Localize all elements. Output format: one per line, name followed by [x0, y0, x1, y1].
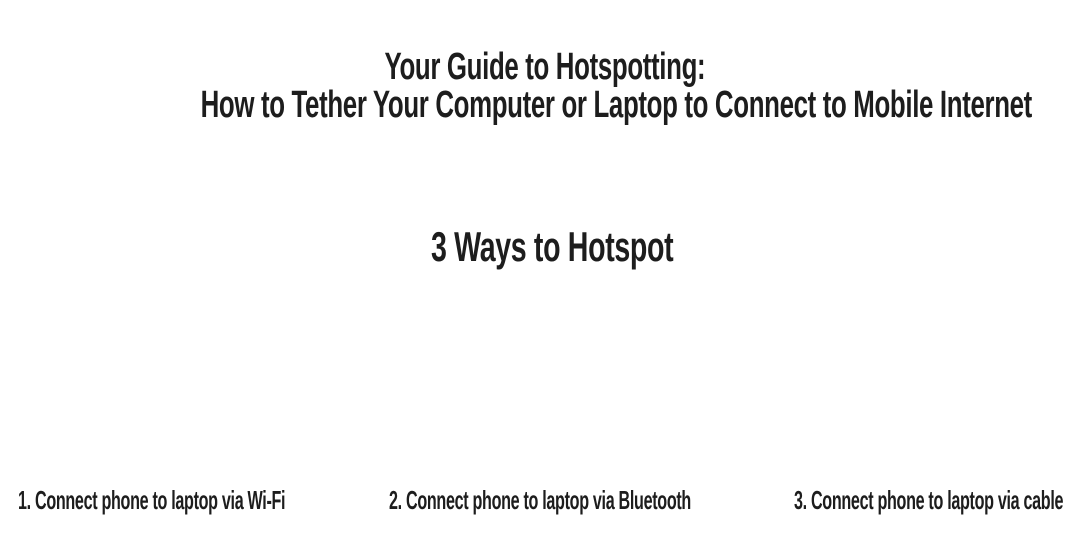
method-caption-bluetooth: 2. Connect phone to laptop via Bluetooth [389, 485, 691, 515]
method-caption-wifi: 1. Connect phone to laptop via Wi-Fi [18, 485, 286, 515]
section-heading-text: 3 Ways to Hotspot [430, 223, 674, 270]
page-title [5, 48, 1080, 124]
method-caption-cable: 3. Connect phone to laptop via cable [793, 485, 1063, 515]
page-title-line1: Your Guide to Hotspotting: [384, 46, 706, 88]
page-title-line2: How to Tether Your Computer or Laptop to Connect to Mobile Internet [200, 84, 1032, 126]
section-heading [12, 223, 1080, 270]
